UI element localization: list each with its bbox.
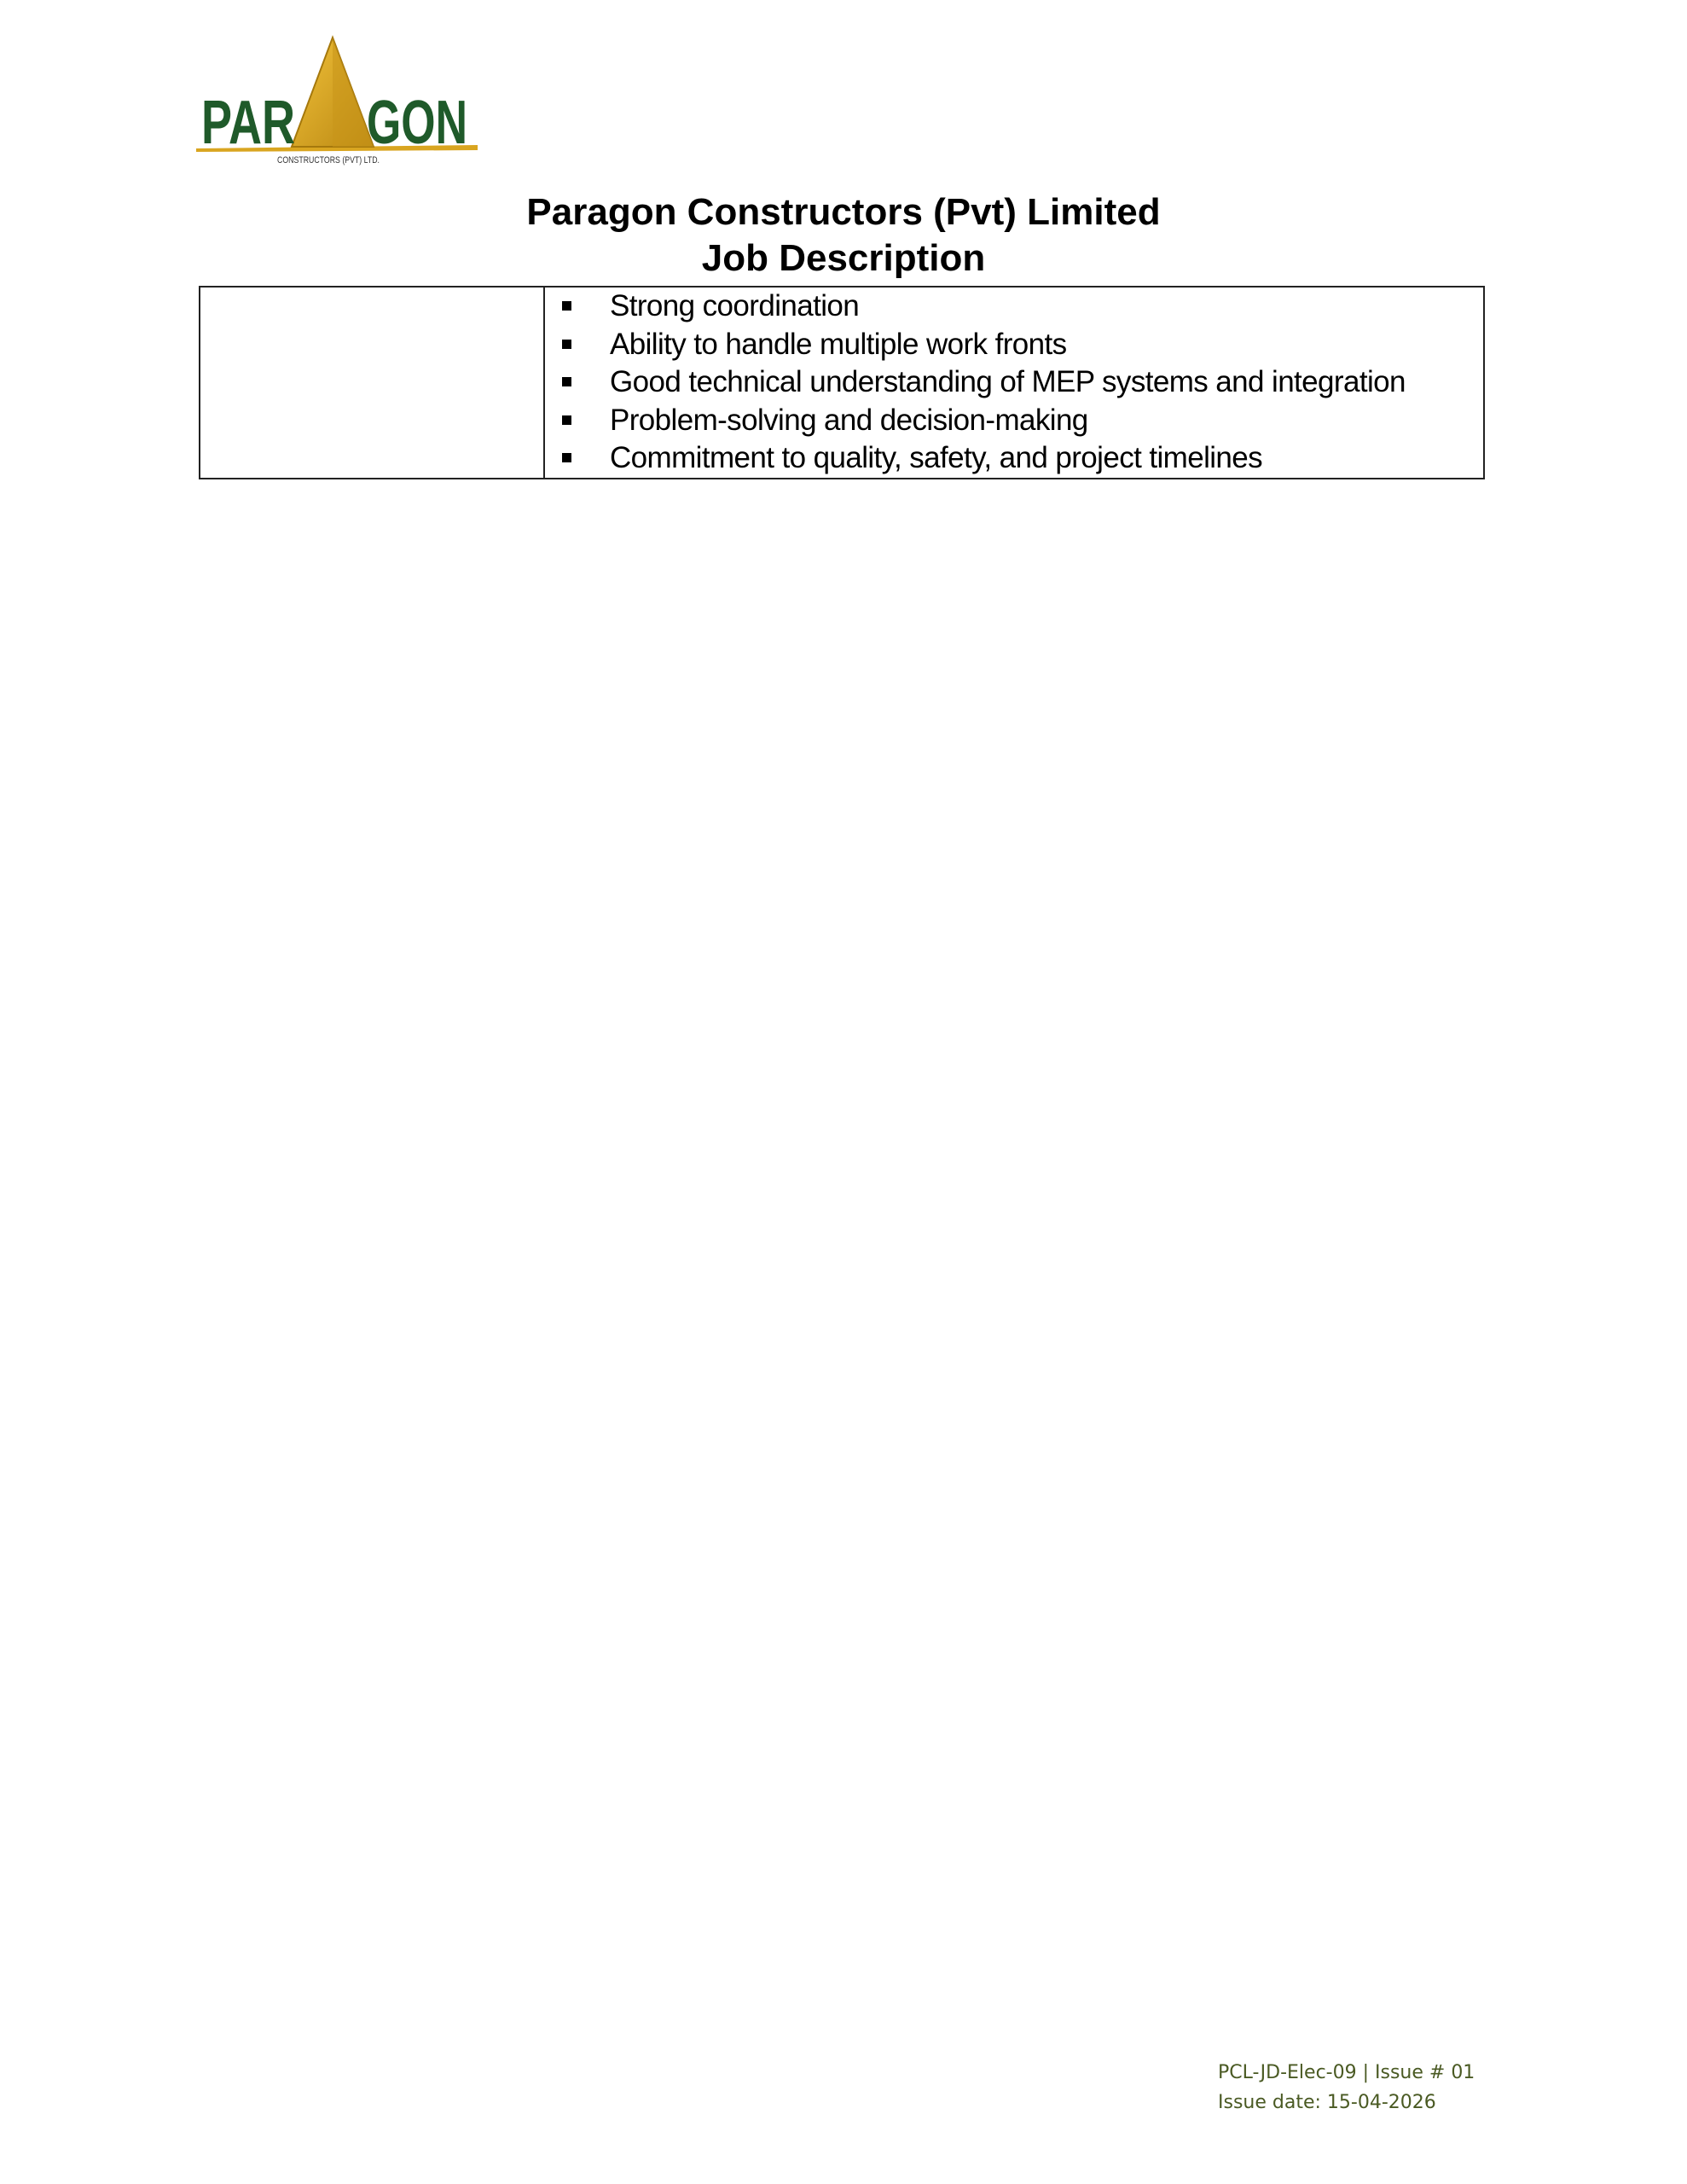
square-bullet-icon [562, 377, 571, 386]
table-skills-cell [544, 287, 1484, 479]
square-bullet-icon [562, 340, 571, 349]
logo-tagline: CONSTRUCTORS (PVT) LTD. [277, 155, 380, 166]
issue-date: Issue date: 15-04-2026 [1218, 2092, 1436, 2113]
square-bullet-icon [562, 453, 571, 462]
skills-list [545, 288, 1483, 478]
document-title: Job Description [701, 237, 986, 279]
page-footer [1218, 2058, 1475, 2117]
square-bullet-icon [562, 415, 571, 425]
square-bullet-icon [562, 301, 571, 311]
document-header [0, 189, 1687, 282]
logo-wordmark-right: GON [367, 89, 467, 157]
skill-text: Good technical understanding of MEP systems and integration [610, 365, 1406, 399]
job-description-table [199, 286, 1485, 479]
list-item [545, 439, 1483, 478]
skill-text: Ability to handle multiple work fronts [610, 327, 1067, 361]
skill-text: Problem-solving and decision-making [610, 403, 1088, 437]
list-item [545, 288, 1483, 326]
list-item [545, 363, 1483, 402]
table-left-cell [200, 287, 544, 479]
skill-text: Strong coordination [610, 289, 860, 322]
list-item [545, 326, 1483, 364]
logo-wordmark-left: PAR [201, 89, 295, 157]
document-reference: PCL-JD-Elec-09 | Issue # 01 [1218, 2062, 1475, 2083]
company-name: Paragon Constructors (Pvt) Limited [526, 191, 1161, 233]
list-item [545, 402, 1483, 440]
company-logo [196, 32, 478, 169]
table-row [200, 287, 1484, 479]
skill-text: Commitment to quality, safety, and project timelines [610, 441, 1263, 475]
